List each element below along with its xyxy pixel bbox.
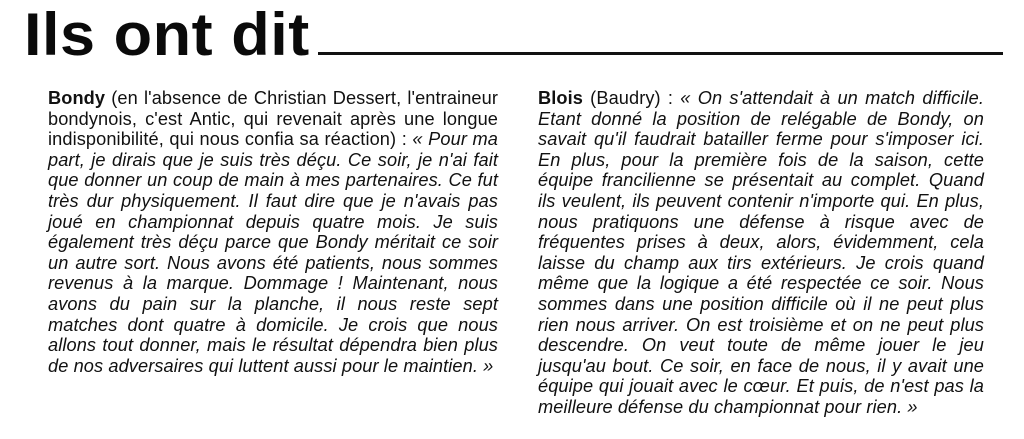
quote-intro: (Baudry) : bbox=[582, 88, 681, 108]
quote-column-left bbox=[48, 88, 498, 376]
team-name: Blois bbox=[538, 88, 583, 108]
quote-text: « On s'attendait à un match difficile. Etant donné la position de relégable de Bondy, on savait qu'il faudrait batailler ferme pour s'imposer ici. En plus, pour la première fois de la saison, cette équipe francilienne se présentait au complet. Quand ils veulent, ils peuvent contenir n'importe qui. En plus, nous pratiquons une défense à risque avec de fréquentes prises à deux, alors, évidemment, cela laisse du champ aux tirs extérieurs. Je crois quand même que la logique a été respectée ce soir. Nous sommes dans une position difficile où il ne peut plus rien nous arriver. On est troisième et on ne peut plus descendre. On veut toute de même jouer le jeu jusqu'au bout. Ce soir, en face de nous, il y avait une équipe qui jouait avec le cœur. Et puis, de n'est pas la meilleure défense du championnat pour rien. » bbox=[538, 88, 984, 417]
headline-rule bbox=[318, 52, 1003, 55]
quote-intro: (en l'absence de Christian Dessert, l'entraineur bondynois, c'est Antic, qui revenait après une longue indisponibilité, qui nous confia sa réaction) : bbox=[48, 88, 498, 150]
headline: Ils ont dit bbox=[24, 1, 310, 68]
quote-text: « Pour ma part, je dirais que je suis très déçu. Ce soir, je n'ai fait que donner un coup de main à mes partenaires. Ce fut très dur physiquement. Il faut dire que je n'avais pas joué en championnat depuis quatre mois. Je suis également très déçu parce que Bondy méritait ce soir un autre sort. Nous avons été patients, nous sommes revenus à la marque. Dommage ! Maintenant, nous avons du pain sur la planche, il nous reste sept matches dont quatre à domicile. Je crois que nous allons tout donner, mais le résultat dépendra bien plus de nos adversaires qui luttent aussi pour le maintien. » bbox=[48, 129, 499, 376]
team-name: Bondy bbox=[48, 88, 106, 108]
quote-column-right bbox=[538, 88, 984, 418]
